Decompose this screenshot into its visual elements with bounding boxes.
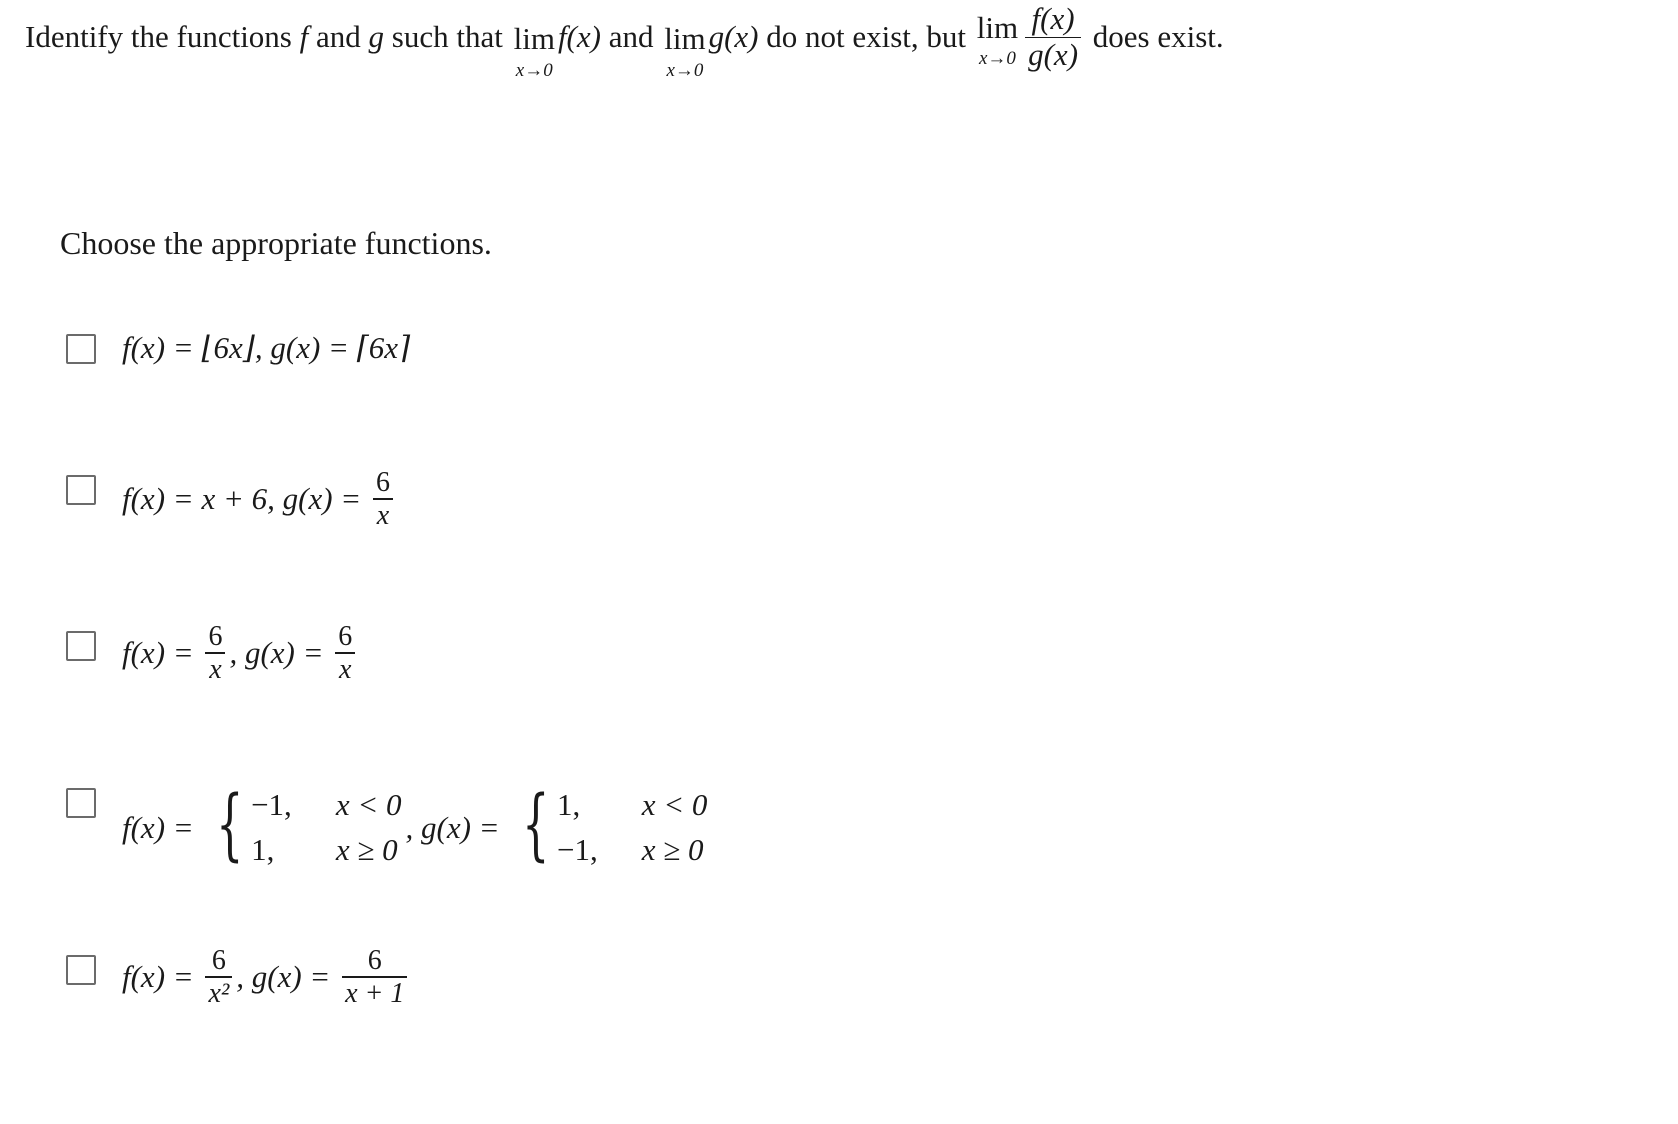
fraction-denominator: x	[376, 499, 390, 531]
option-4-f: f(x) =	[122, 809, 202, 845]
limit-f	[513, 12, 555, 82]
fraction-numerator: 6	[211, 945, 226, 976]
fraction-denominator: x + 1	[345, 977, 405, 1009]
question-text	[25, 1, 1224, 82]
option-3-expression	[122, 621, 359, 685]
fraction-numerator: 6	[367, 945, 382, 976]
fraction-denominator: x	[209, 653, 222, 685]
piecewise-cases	[557, 786, 707, 870]
option-4-g-piecewise	[511, 779, 708, 870]
option-3-checkbox[interactable]	[66, 631, 96, 661]
case-condition: x ≥ 0	[641, 831, 704, 867]
question-g: g	[368, 19, 385, 55]
limit-g-arg: g(x)	[708, 19, 759, 55]
fraction-denominator: x	[339, 653, 352, 685]
question-f: f	[299, 19, 309, 55]
option-5-expression	[122, 945, 411, 1009]
option-2-lhs: f(x) = x + 6, g(x) =	[122, 481, 369, 516]
option-4-checkbox[interactable]	[66, 788, 96, 818]
fraction-numerator: 6	[338, 621, 353, 652]
option-2-expression	[122, 467, 397, 531]
question-part: Identify the functions	[25, 19, 300, 55]
question-part: and	[308, 19, 369, 55]
option-2-checkbox[interactable]	[66, 475, 96, 505]
option-3-mid: , g(x) =	[229, 635, 332, 670]
option-1-expression: f(x) = ⌊6x⌋, g(x) = ⌈6x⌉	[122, 330, 411, 365]
instruction-text: Choose the appropriate functions.	[60, 225, 492, 261]
question-part: such that	[384, 19, 511, 55]
ratio-numerator: f(x)	[1031, 1, 1075, 36]
option-4-mid: , g(x) =	[405, 809, 508, 845]
option-2-fraction	[373, 467, 393, 531]
left-brace: {	[522, 779, 550, 870]
limit-g	[664, 12, 706, 82]
ratio-denominator: g(x)	[1028, 37, 1079, 73]
question-part: does exist.	[1085, 19, 1224, 55]
fraction-numerator: 6	[375, 467, 390, 498]
lim-word: lim	[664, 21, 706, 57]
limit-ratio	[976, 10, 1019, 70]
option-5-checkbox[interactable]	[66, 955, 96, 985]
lim-subscript: x→0	[515, 60, 553, 82]
option-5-g-fraction	[342, 945, 407, 1009]
lim-word: lim	[976, 10, 1019, 46]
case-value: 1,	[251, 831, 275, 867]
fraction-numerator: 6	[208, 621, 223, 652]
piecewise-cases	[251, 786, 401, 870]
case-value: −1,	[251, 787, 292, 822]
lim-subscript: x→0	[978, 48, 1016, 70]
lim-subscript: x→0	[666, 60, 704, 82]
case-condition: x ≥ 0	[335, 831, 398, 867]
option-1-checkbox[interactable]	[66, 334, 96, 364]
left-brace: {	[216, 779, 244, 870]
lim-word: lim	[513, 21, 555, 57]
question-part: do not exist, but	[758, 19, 974, 55]
option-3-f: f(x) =	[122, 635, 202, 670]
option-3-g-fraction	[335, 621, 355, 685]
case-value: 1,	[556, 787, 581, 822]
option-5-mid: , g(x) =	[236, 959, 339, 994]
option-5-f-fraction	[205, 945, 232, 1009]
option-3-f-fraction	[205, 621, 225, 685]
case-value: −1,	[556, 831, 598, 867]
case-condition: x < 0	[641, 787, 708, 822]
limit-f-arg: f(x)	[557, 19, 601, 55]
option-5-f: f(x) =	[122, 959, 202, 994]
ratio-fraction	[1025, 2, 1081, 73]
question-part: and	[600, 19, 662, 55]
option-4-expression	[122, 779, 711, 870]
case-condition: x < 0	[335, 787, 402, 822]
option-4-f-piecewise	[205, 779, 402, 870]
fraction-denominator: x²	[208, 977, 230, 1009]
